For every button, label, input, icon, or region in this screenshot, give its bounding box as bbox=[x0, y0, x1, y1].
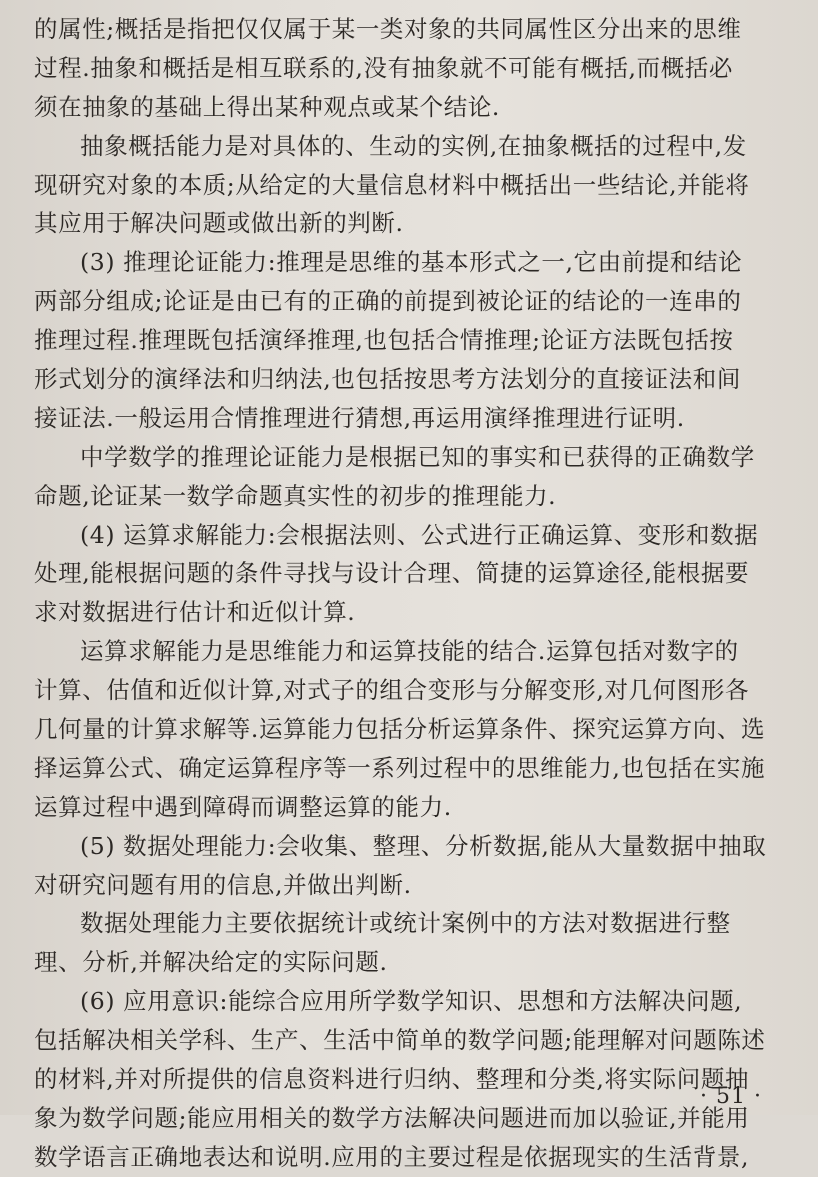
text-line: (6) 应用意识:能综合应用所学数学知识、思想和方法解决问题, bbox=[80, 987, 743, 1016]
text-line: 计算、估值和近似计算,对式子的组合变形与分解变形,对几何图形各 bbox=[34, 676, 750, 705]
text-line: 现研究对象的本质;从给定的大量信息材料中概括出一些结论,并能将 bbox=[34, 170, 750, 199]
body-text bbox=[34, 10, 786, 1177]
text-line: 理、分析,并解决给定的实际问题. bbox=[34, 948, 388, 977]
text-line: 其应用于解决问题或做出新的判断. bbox=[34, 209, 404, 238]
text-line: 择运算公式、确定运算程序等一系列过程中的思维能力,也包括在实施 bbox=[34, 753, 766, 782]
text-line: 的材料,并对所提供的信息资料进行归纳、整理和分类,将实际问题抽 bbox=[34, 1065, 750, 1094]
text-line: 命题,论证某一数学命题真实性的初步的推理能力. bbox=[34, 481, 557, 510]
text-line: 求对数据进行估计和近似计算. bbox=[34, 598, 356, 627]
text-line: 运算过程中遇到障碍而调整运算的能力. bbox=[34, 792, 452, 821]
text-line: (4) 运算求解能力:会根据法则、公式进行正确运算、变形和数据 bbox=[80, 520, 759, 549]
text-line: (5) 数据处理能力:会收集、整理、分析数据,能从大量数据中抽取 bbox=[80, 831, 767, 860]
text-line: 包括解决相关学科、生产、生活中简单的数学问题;能理解对问题陈述 bbox=[34, 1026, 766, 1055]
text-line: 推理过程.推理既包括演绎推理,也包括合情推理;论证方法既包括按 bbox=[34, 326, 734, 355]
text-line: 几何量的计算求解等.运算能力包括分析运算条件、探究运算方向、选 bbox=[34, 715, 766, 744]
text-line: 两部分组成;论证是由已有的正确的前提到被论证的结论的一连串的 bbox=[34, 287, 742, 316]
text-line: 形式划分的演绎法和归纳法,也包括按思考方法划分的直接证法和间 bbox=[34, 365, 741, 394]
text-line: 数据处理能力主要依据统计或统计案例中的方法对数据进行整 bbox=[80, 909, 731, 938]
text-line: 接证法.一般运用合情推理进行猜想,再运用演绎推理进行证明. bbox=[34, 403, 685, 432]
text-line: 数学语言正确地表达和说明.应用的主要过程是依据现实的生活背景, bbox=[34, 1142, 750, 1171]
text-line: 对研究问题有用的信息,并做出判断. bbox=[34, 870, 412, 899]
text-line: 过程.抽象和概括是相互联系的,没有抽象就不可能有概括,而概括必 bbox=[34, 53, 734, 82]
text-line: (3) 推理论证能力:推理是思维的基本形式之一,它由前提和结论 bbox=[80, 248, 743, 277]
text-line: 的属性;概括是指把仅仅属于某一类对象的共同属性区分出来的思维 bbox=[34, 15, 742, 43]
text-line: 处理,能根据问题的条件寻找与设计合理、简捷的运算途径,能根据要 bbox=[34, 559, 750, 588]
text-line: 中学数学的推理论证能力是根据已知的事实和已获得的正确数学 bbox=[80, 442, 755, 471]
text-line: 须在抽象的基础上得出某种观点或某个结论. bbox=[34, 92, 500, 121]
text-line: 象为数学问题;能应用相关的数学方法解决问题进而加以验证,并能用 bbox=[34, 1103, 750, 1132]
text-line: 运算求解能力是思维能力和运算技能的结合.运算包括对数字的 bbox=[80, 637, 739, 666]
text-line: 抽象概括能力是对具体的、生动的实例,在抽象概括的过程中,发 bbox=[80, 131, 747, 160]
page-number: · 51 · bbox=[700, 1084, 762, 1109]
